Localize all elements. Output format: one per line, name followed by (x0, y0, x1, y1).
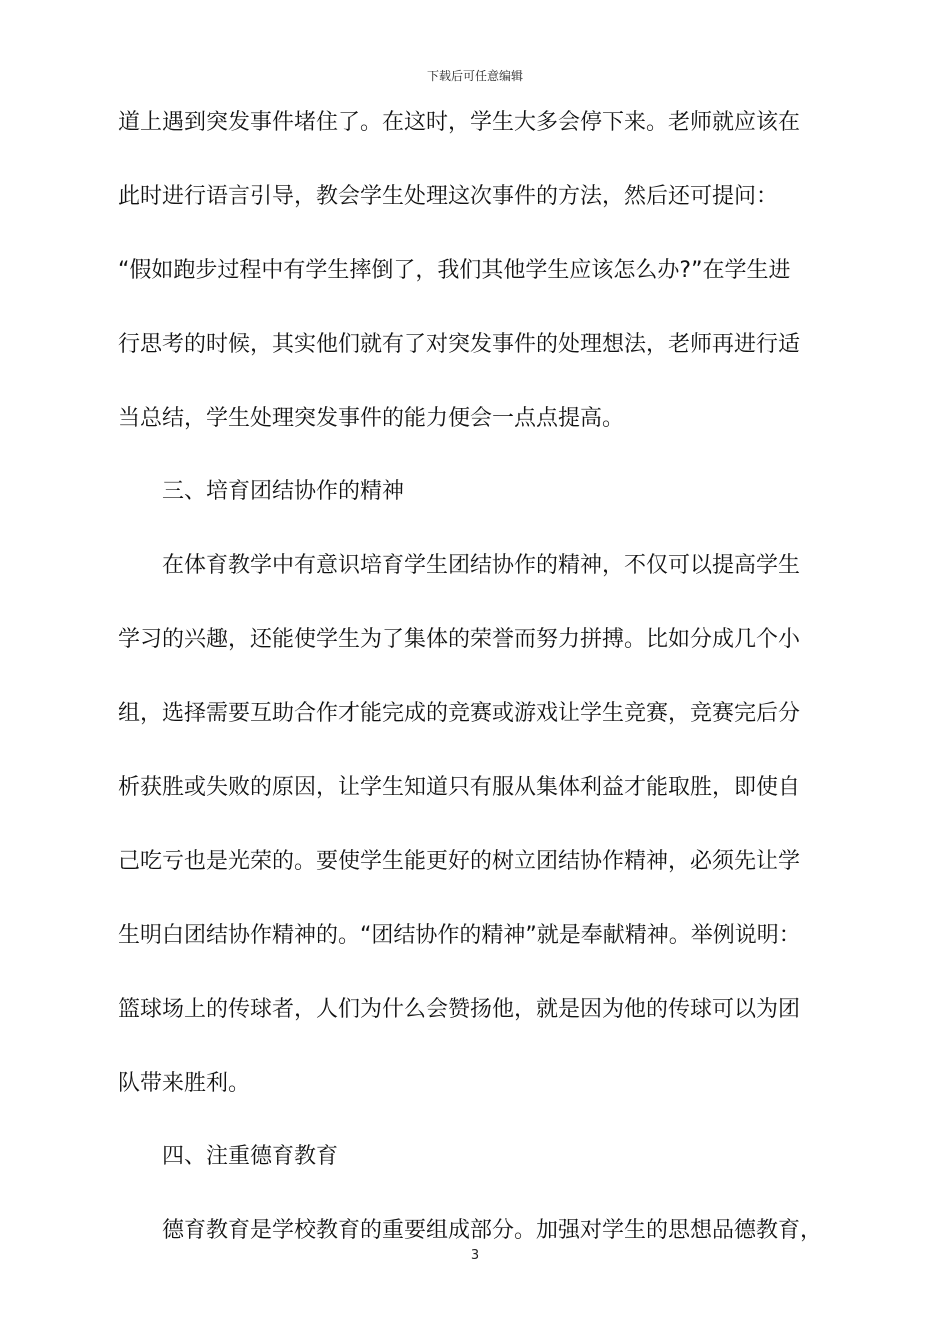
body-line: “假如跑步过程中有学生摔倒了，我们其他学生应该怎么办?”在学生进 (118, 257, 791, 283)
body-line: 行思考的时候，其实他们就有了对突发事件的处理想法，老师再进行适 (118, 331, 801, 357)
body-line: 此时进行语言引导，教会学生处理这次事件的方法，然后还可提问： (118, 183, 779, 209)
body-line: 当总结，学生处理突发事件的能力便会一点点提高。 (118, 405, 625, 431)
section-heading: 四、注重德育教育 (162, 1144, 339, 1170)
body-line: 道上遇到突发事件堵住了。在这时，学生大多会停下来。老师就应该在 (118, 110, 801, 135)
body-line: 队带来胜利。 (118, 1070, 251, 1096)
document-body (118, 100, 830, 1282)
section-heading: 三、培育团结协作的精神 (162, 479, 405, 505)
body-line: 己吃亏也是光荣的。要使学生能更好的树立团结协作精神，必须先让学 (118, 848, 801, 874)
page-header: 下载后可任意编辑 (426, 69, 523, 83)
body-line: 篮球场上的传球者，人们为什么会赞扬他，就是因为他的传球可以为团 (118, 996, 801, 1022)
paragraph-first-line: 在体育教学中有意识培育学生团结协作的精神，不仅可以提高学生 (162, 553, 801, 579)
body-line: 生明白团结协作精神的。“团结协作的精神”就是奉献精神。举例说明： (118, 922, 801, 948)
body-line: 学习的兴趣，还能使学生为了集体的荣誉而努力拼搏。比如分成几个小 (118, 627, 801, 653)
page-number: 3 (470, 1248, 480, 1263)
paragraph-first-line: 德育教育是学校教育的重要组成部分。加强对学生的思想品德教育， (162, 1218, 823, 1244)
body-line: 组，选择需要互助合作才能完成的竞赛或游戏让学生竞赛，竞赛完后分 (118, 701, 801, 727)
body-line: 析获胜或失败的原因，让学生知道只有服从集体利益才能取胜，即使自 (118, 775, 801, 801)
